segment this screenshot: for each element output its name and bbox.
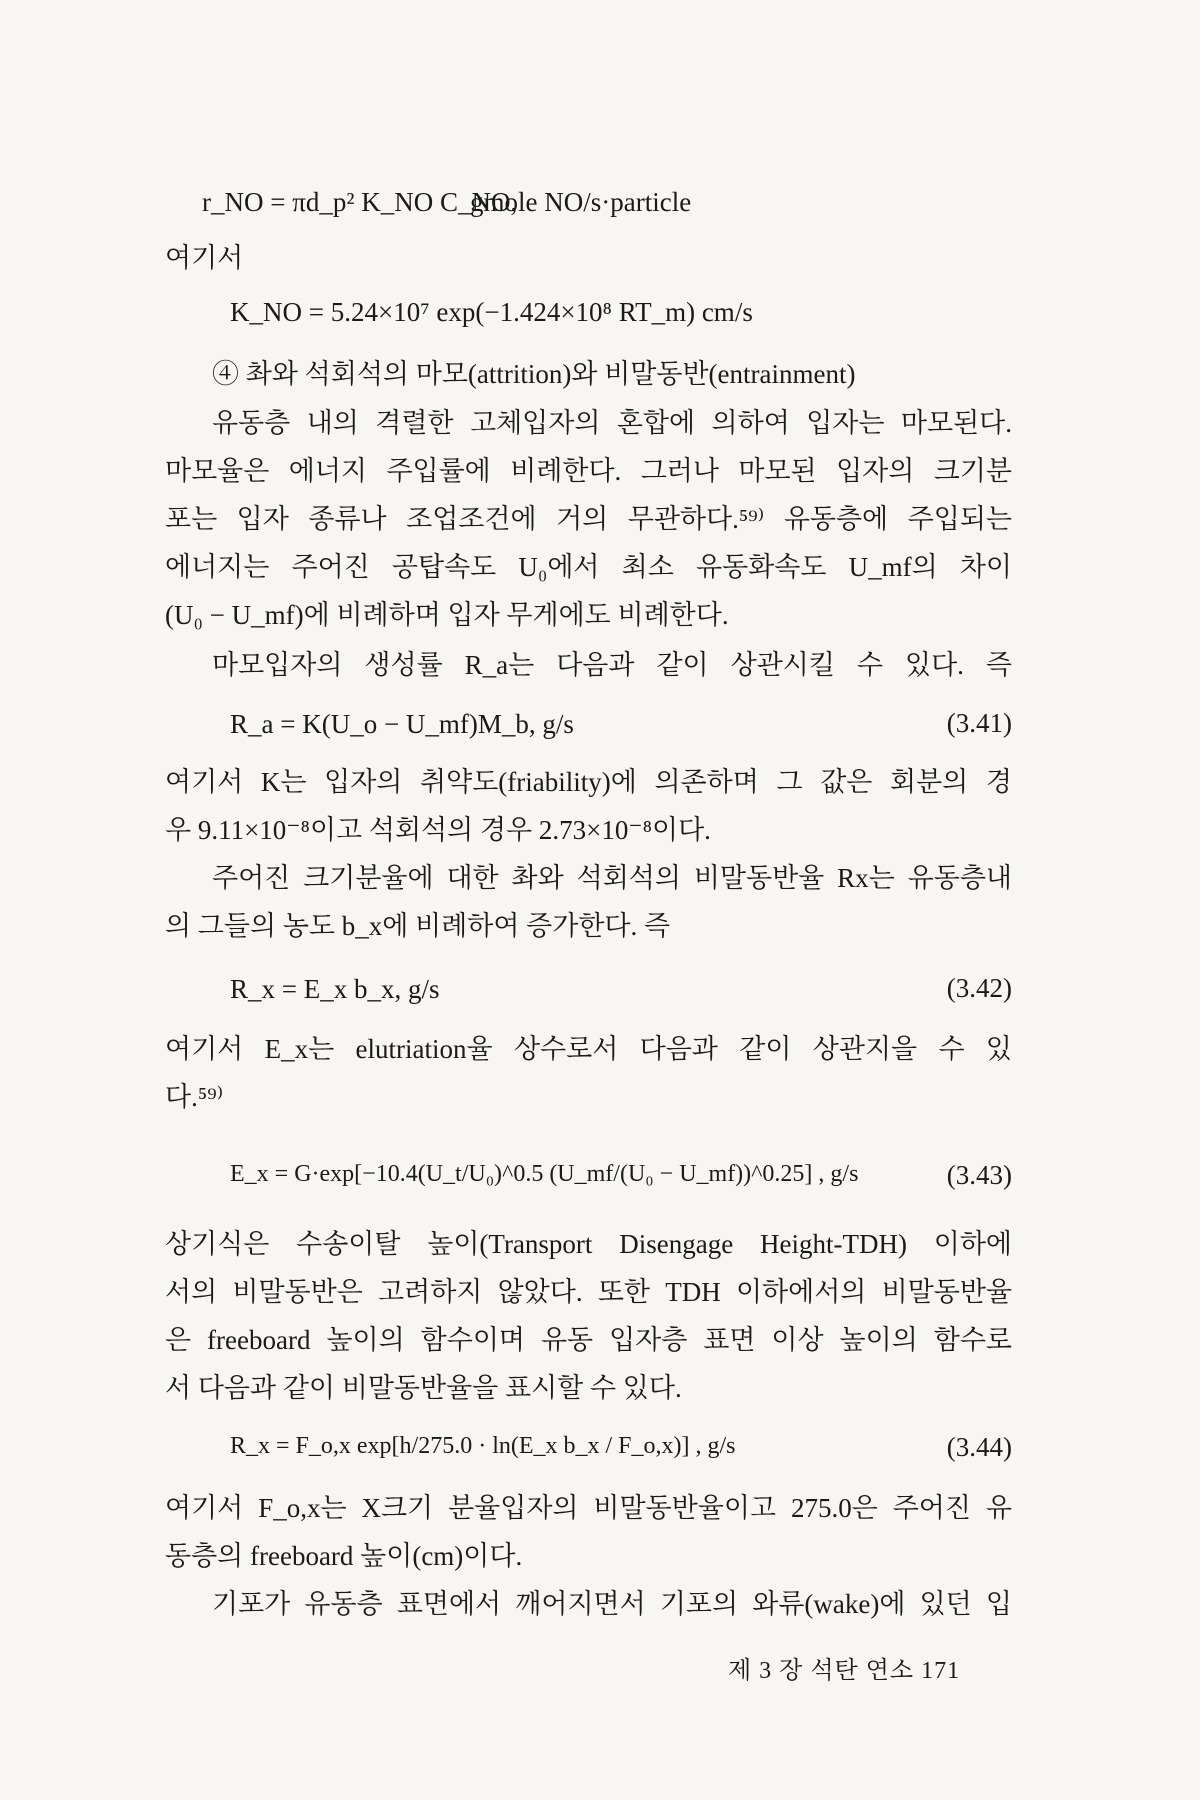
- paragraph-line: 포는 입자 종류나 조업조건에 거의 무관하다.⁵⁹⁾ 유동층에 주입되는: [165, 504, 1012, 534]
- equation-3-43: E_x = G·exp[−10.4(U_t/U₀)^0.5 (U_mf/(U₀ − U_mf))^0.25] , g/s: [230, 1161, 859, 1187]
- paragraph-line: 우 9.11×10⁻⁸이고 석회석의 경우 2.73×10⁻⁸이다.: [165, 815, 711, 845]
- paragraph-line: 은 freeboard 높이의 함수이며 유동 입자층 표면 이상 높이의 함수로: [165, 1325, 1012, 1355]
- paragraph-line: 유동층 내의 격렬한 고체입자의 혼합에 의하여 입자는 마모된다.: [212, 408, 1012, 438]
- paragraph-line: 의 그들의 농도 b_x에 비례하여 증가한다. 즉: [165, 911, 671, 941]
- paragraph-line: 동층의 freeboard 높이(cm)이다.: [165, 1541, 523, 1571]
- equation-rno-unit: gmole NO/s·particle: [470, 187, 692, 217]
- paragraph-line: 마모율은 에너지 주입률에 비례한다. 그러나 마모된 입자의 크기분: [165, 456, 1012, 486]
- paragraph-line: 서의 비말동반은 고려하지 않았다. 또한 TDH 이하에서의 비말동반율: [165, 1277, 1012, 1307]
- paragraph-line: 에너지는 주어진 공탑속도 U₀에서 최소 유동화속도 U_mf의 차이: [165, 552, 1012, 582]
- paragraph-line: 다.⁵⁹⁾: [165, 1082, 224, 1112]
- paragraph-line: 기포가 유동층 표면에서 깨어지면서 기포의 와류(wake)에 있던 입: [212, 1589, 1012, 1619]
- paragraph-line: 여기서 E_x는 elutriation율 상수로서 다음과 같이 상관지을 수 있: [165, 1034, 1012, 1064]
- equation-kno: K_NO = 5.24×10⁷ exp(−1.424×10⁸ RT_m) cm/s: [230, 297, 753, 327]
- paragraph-line: (U₀ − U_mf)에 비례하며 입자 무게에도 비례한다.: [165, 600, 729, 630]
- section-heading: ④ 촤와 석회석의 마모(attrition)와 비말동반(entrainment): [212, 359, 856, 389]
- paragraph-line: 주어진 크기분율에 대한 촤와 석회석의 비말동반율 Rx는 유동층내: [212, 863, 1012, 893]
- paragraph-line: 상기식은 수송이탈 높이(Transport Disengage Height-TDH) 이하에: [165, 1229, 1012, 1259]
- equation-rno: r_NO = πd_p² K_NO C_NO,: [202, 187, 518, 217]
- paragraph-line: 여기서 K는 입자의 취약도(friability)에 의존하며 그 값은 회분의 경: [165, 767, 1012, 797]
- equation-3-41: R_a = K(U_o − U_mf)M_b, g/s: [230, 709, 574, 739]
- paragraph-line: 서 다음과 같이 비말동반율을 표시할 수 있다.: [165, 1373, 682, 1403]
- equation-number: (3.43): [946, 1160, 1012, 1190]
- equation-number: (3.42): [946, 973, 1012, 1003]
- equation-number: (3.41): [946, 708, 1012, 738]
- where-label: 여기서: [165, 243, 244, 273]
- page-footer: 제 3 장 석탄 연소 171: [728, 1658, 961, 1684]
- equation-number: (3.44): [946, 1432, 1012, 1462]
- equation-3-44: R_x = F_o,x exp[h/275.0 · ln(E_x b_x / F_o,x)] , g/s: [230, 1433, 736, 1459]
- paragraph-line: 마모입자의 생성률 R_a는 다음과 같이 상관시킬 수 있다. 즉: [212, 650, 1012, 680]
- paragraph-line: 여기서 F_o,x는 X크기 분율입자의 비말동반율이고 275.0은 주어진 유: [165, 1493, 1012, 1523]
- equation-3-42: R_x = E_x b_x, g/s: [230, 974, 440, 1004]
